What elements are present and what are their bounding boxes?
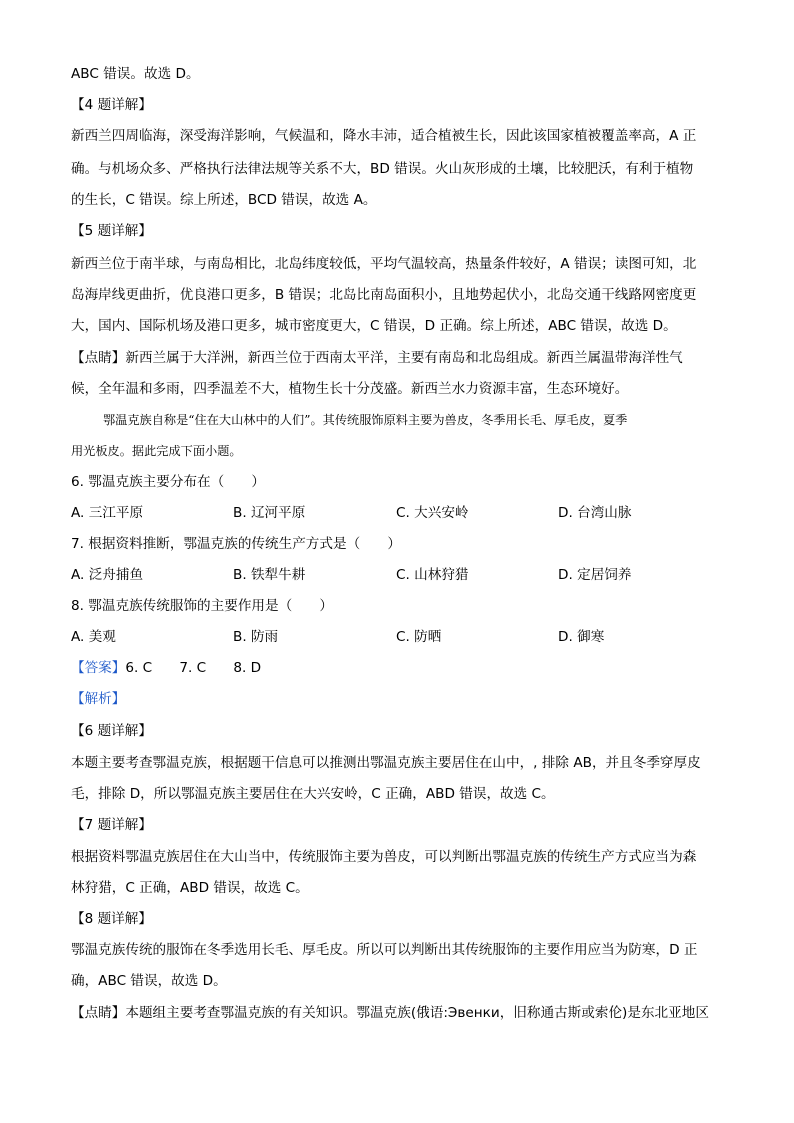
section-heading: 【8 题详解】 (71, 911, 152, 927)
question-option: B. 防雨 (233, 629, 279, 645)
section-heading: 【7 题详解】 (71, 817, 152, 833)
question-option: A. 泛舟捕鱼 (71, 567, 144, 583)
question-option: C. 防晒 (396, 629, 442, 645)
text-line: 大，国内、国际机场及港口更多，城市密度更大，C 错误，D 正确。综上所述，ABC 错误，故选 D。 (71, 318, 677, 334)
text-line: 新西兰四周临海，深受海洋影响，气候温和，降水丰沛，适合植被生长，因此该国家植被覆盖率高，A 正 (71, 128, 697, 144)
section-heading: 【4 题详解】 (71, 97, 152, 113)
question-option: A. 三江平原 (71, 505, 144, 521)
question-option: D. 定居饲养 (558, 567, 632, 583)
question-option: B. 铁犁牛耕 (233, 567, 306, 583)
text-line: 确，ABC 错误，故选 D。 (71, 973, 227, 989)
text-line: 确。与机场众多、严格执行法律法规等关系不大，BD 错误。火山灰形成的土壤，比较肥沃，有利于植物 (71, 161, 694, 177)
answer-value: 6. C 7. C 8. D (125, 660, 262, 676)
text-line: 岛海岸线更曲折，优良港口更多，B 错误；北岛比南岛面积小，且地势起伏小，北岛交通干线路网密度更 (71, 287, 697, 303)
text-line: 根据资料鄂温克族居住在大山当中，传统服饰主要为兽皮，可以判断出鄂温克族的传统生产方式应当为森 (71, 849, 697, 865)
tip-line: 候，全年温和多雨，四季温差不大，植物生长十分茂盛。新西兰水力资源丰富，生态环境好。 (71, 381, 629, 397)
material-line: 用光板皮。据此完成下面小题。 (71, 444, 242, 458)
analysis-label: 【解析】 (71, 691, 126, 707)
text-line: ABC 错误。故选 D。 (71, 66, 200, 82)
tip-label: 【点睛】 (71, 1005, 126, 1021)
question-option: D. 台湾山脉 (558, 505, 632, 521)
text-line: 鄂温克族传统的服饰在冬季选用长毛、厚毛皮。所以可以判断出其传统服饰的主要作用应当为防寒，D 正 (71, 942, 698, 958)
question-option: D. 御寒 (558, 629, 605, 645)
tip-text: 本题组主要考查鄂温克族的有关知识。鄂温克族(俄语:Эвенки，旧称通古斯或索伦)是东北亚地区 (125, 1005, 709, 1021)
question-option: B. 辽河平原 (233, 505, 306, 521)
question-option: A. 美观 (71, 629, 116, 645)
question-stem: 7. 根据资料推断，鄂温克族的传统生产方式是（ ） (71, 536, 401, 552)
text-line: 本题主要考查鄂温克族，根据题干信息可以推测出鄂温克族主要居住在山中，, 排除 AB，并且冬季穿厚皮 (71, 755, 701, 771)
question-option: C. 大兴安岭 (396, 505, 469, 521)
material-line: 鄂温克族自称是“住在大山林中的人们”。其传统服饰原料主要为兽皮，冬季用长毛、厚毛皮，夏季 (103, 413, 628, 427)
section-heading: 【6 题详解】 (71, 723, 152, 739)
text-line: 林狩猎，C 正确，ABD 错误，故选 C。 (71, 880, 309, 896)
text-line: 毛，排除 D，所以鄂温克族主要居住在大兴安岭，C 正确，ABD 错误，故选 C。 (71, 786, 555, 802)
answer-line (71, 653, 721, 684)
question-stem: 6. 鄂温克族主要分布在（ ） (71, 474, 266, 490)
tip-line: 【点睛】新西兰属于大洋洲，新西兰位于西南太平洋，主要有南岛和北岛组成。新西兰属温带海洋性气 (71, 350, 683, 366)
question-stem: 8. 鄂温克族传统服饰的主要作用是（ ） (71, 598, 333, 614)
text-line: 的生长，C 错误。综上所述，BCD 错误，故选 A。 (71, 192, 377, 208)
text-line: 新西兰位于南半球，与南岛相比，北岛纬度较低，平均气温较高，热量条件较好，A 错误；读图可知，北 (71, 256, 697, 272)
question-option: C. 山林狩猎 (396, 567, 469, 583)
answer-label: 【答案】 (71, 660, 126, 676)
section-heading: 【5 题详解】 (71, 223, 152, 239)
tip-line (71, 998, 721, 1029)
